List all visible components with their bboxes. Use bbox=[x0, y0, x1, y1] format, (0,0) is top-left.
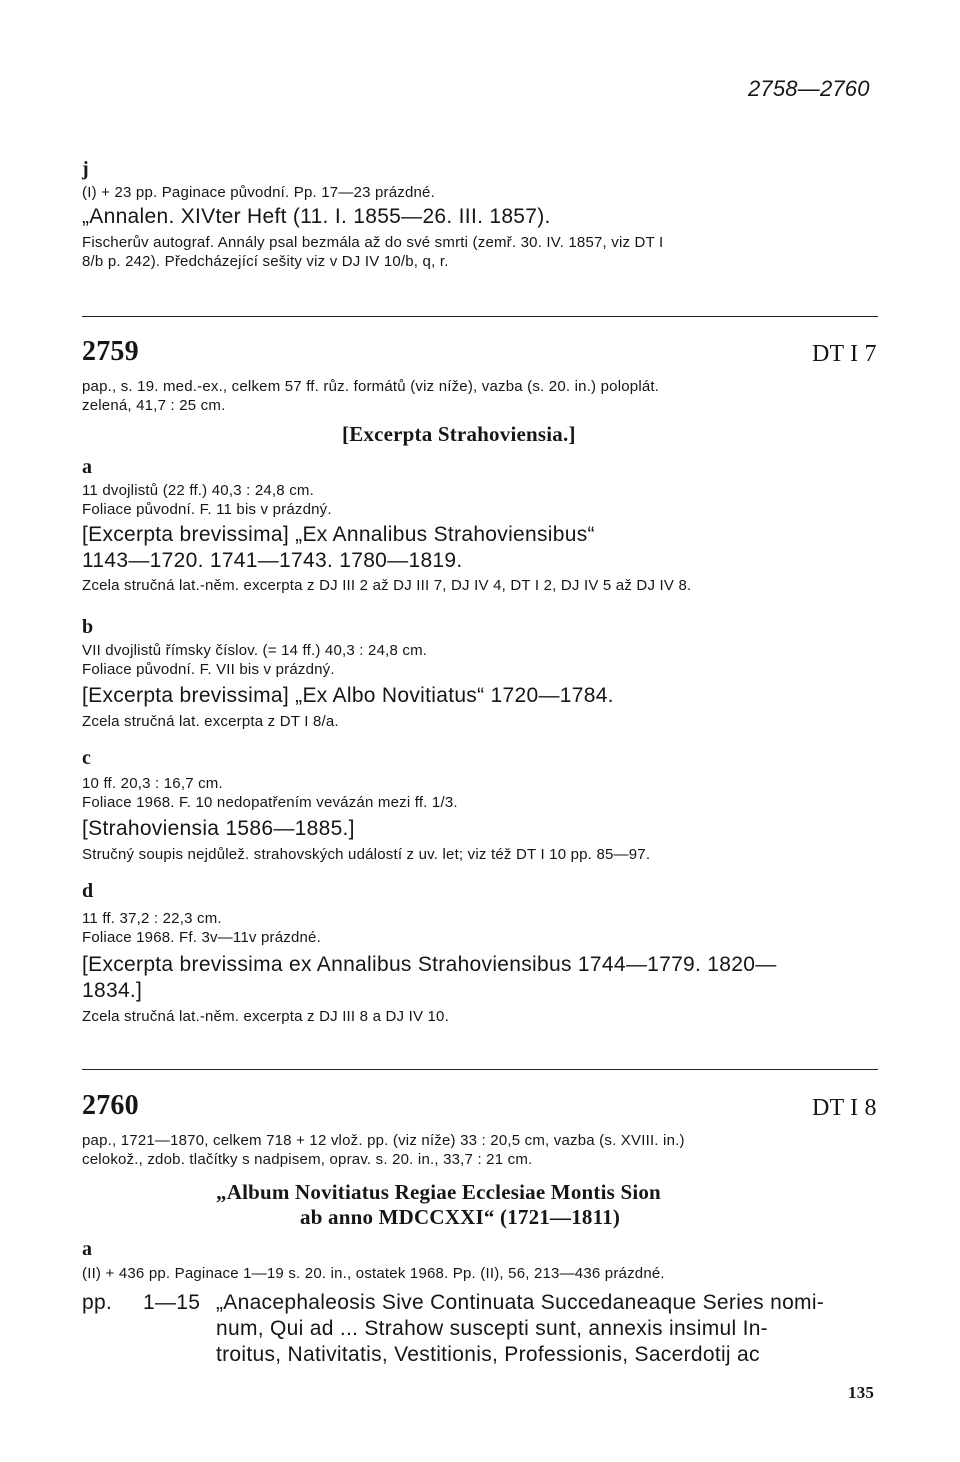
part-label-a: a bbox=[82, 456, 93, 478]
part-j-note-line2: 8/b p. 242). Předcházející sešity viz v DJ IV 10/b, q, r. bbox=[82, 253, 449, 270]
part-label-c: c bbox=[82, 747, 92, 769]
part-b-title: [Excerpta brevissima] „Ex Albo Novitiatus“ 1720—1784. bbox=[82, 684, 614, 707]
part-d-note: Zcela stručná lat.-něm. excerpta z DJ III 8 a DJ IV 10. bbox=[82, 1008, 449, 1025]
entry-number-2759: 2759 bbox=[82, 336, 139, 367]
part-a-note: Zcela stručná lat.-něm. excerpta z DJ III 2 až DJ III 7, DJ IV 4, DT I 2, DJ IV 5 až DJ IV 8. bbox=[82, 577, 692, 594]
part-c-note: Stručný soupis nejdůlež. strahovských událostí z uv. let; viz též DT I 10 pp. 85—97. bbox=[82, 846, 651, 863]
part-label-d: d bbox=[82, 880, 94, 902]
part-d-title-line2: 1834.] bbox=[82, 979, 143, 1002]
pp-text-line1: „Anacephaleosis Sive Continuata Succedaneaque Series nomi- bbox=[216, 1291, 825, 1314]
entry-2759-desc-line2: zelená, 41,7 : 25 cm. bbox=[82, 397, 226, 414]
part-a-title-line1: [Excerpta brevissima] „Ex Annalibus Strahoviensibus“ bbox=[82, 523, 595, 546]
pp-label: pp. bbox=[82, 1291, 113, 1314]
part-c-foliation: Foliace 1968. F. 10 nedopatřením vevázán mezi ff. 1/3. bbox=[82, 794, 458, 811]
entry-separator bbox=[82, 1069, 878, 1070]
entry-2759-desc-line1: pap., s. 19. med.-ex., celkem 57 ff. růz. formátů (viz níže), vazba (s. 20. in.) poloplát. bbox=[82, 378, 660, 395]
running-head: 2758—2760 bbox=[748, 76, 870, 101]
entry-2760-title-line2: ab anno MDCCXXI“ (1721—1811) bbox=[300, 1205, 621, 1229]
part-label-j: j bbox=[82, 158, 89, 180]
part-j-title: „Annalen. XIVter Heft (11. I. 1855—26. III. 1857). bbox=[82, 205, 551, 228]
entry-separator bbox=[82, 316, 878, 317]
part-a-extent: 11 dvojlistů (22 ff.) 40,3 : 24,8 cm. bbox=[82, 482, 314, 499]
entry-number-2760: 2760 bbox=[82, 1090, 139, 1121]
entry-2760-desc-line2: celokož., zdob. tlačítky s nadpisem, oprav. s. 20. in., 33,7 : 21 cm. bbox=[82, 1151, 533, 1168]
shelfmark-2759: DT I 7 bbox=[812, 341, 877, 367]
part-c-title: [Strahoviensia 1586—1885.] bbox=[82, 817, 355, 840]
part-d-title-line1: [Excerpta brevissima ex Annalibus Strahoviensibus 1744—1779. 1820— bbox=[82, 953, 777, 976]
part-a-2760-extent: (II) + 436 pp. Paginace 1—19 s. 20. in., ostatek 1968. Pp. (II), 56, 213—436 prázdné. bbox=[82, 1265, 665, 1282]
part-label-b: b bbox=[82, 616, 94, 638]
shelfmark-2760: DT I 8 bbox=[812, 1095, 877, 1121]
part-j-extent: (I) + 23 pp. Paginace původní. Pp. 17—23 prázdné. bbox=[82, 184, 435, 201]
entry-2759-collective-title: [Excerpta Strahoviensia.] bbox=[342, 422, 576, 446]
pp-text-line3: troitus, Nativitatis, Vestitionis, Professionis, Sacerdotij ac bbox=[216, 1343, 760, 1366]
part-b-foliation: Foliace původní. F. VII bis v prázdný. bbox=[82, 661, 335, 678]
part-c-extent: 10 ff. 20,3 : 16,7 cm. bbox=[82, 775, 223, 792]
part-b-note: Zcela stručná lat. excerpta z DT I 8/a. bbox=[82, 713, 339, 730]
part-d-foliation: Foliace 1968. Ff. 3v—11v prázdné. bbox=[82, 929, 321, 946]
part-j-note-line1: Fischerův autograf. Annály psal bezmála až do své smrti (zemř. 30. IV. 1857, viz DT I bbox=[82, 234, 664, 251]
part-a-title-line2: 1143—1720. 1741—1743. 1780—1819. bbox=[82, 549, 463, 572]
pp-text-line2: num, Qui ad ... Strahow suscepti sunt, annexis insimul In- bbox=[216, 1317, 768, 1340]
part-b-extent: VII dvojlistů římsky číslov. (= 14 ff.) 40,3 : 24,8 cm. bbox=[82, 642, 428, 659]
part-label-a-2760: a bbox=[82, 1238, 93, 1260]
part-a-foliation: Foliace původní. F. 11 bis v prázdný. bbox=[82, 501, 332, 518]
page-number: 135 bbox=[848, 1383, 875, 1402]
entry-2760-desc-line1: pap., 1721—1870, celkem 718 + 12 vlož. pp. (viz níže) 33 : 20,5 cm, vazba (s. XVIII. in.) bbox=[82, 1132, 685, 1149]
entry-2760-title-line1: „Album Novitiatus Regiae Ecclesiae Montis Sion bbox=[216, 1180, 661, 1204]
part-d-extent: 11 ff. 37,2 : 22,3 cm. bbox=[82, 910, 222, 927]
pp-range: 1—15 bbox=[143, 1291, 201, 1314]
